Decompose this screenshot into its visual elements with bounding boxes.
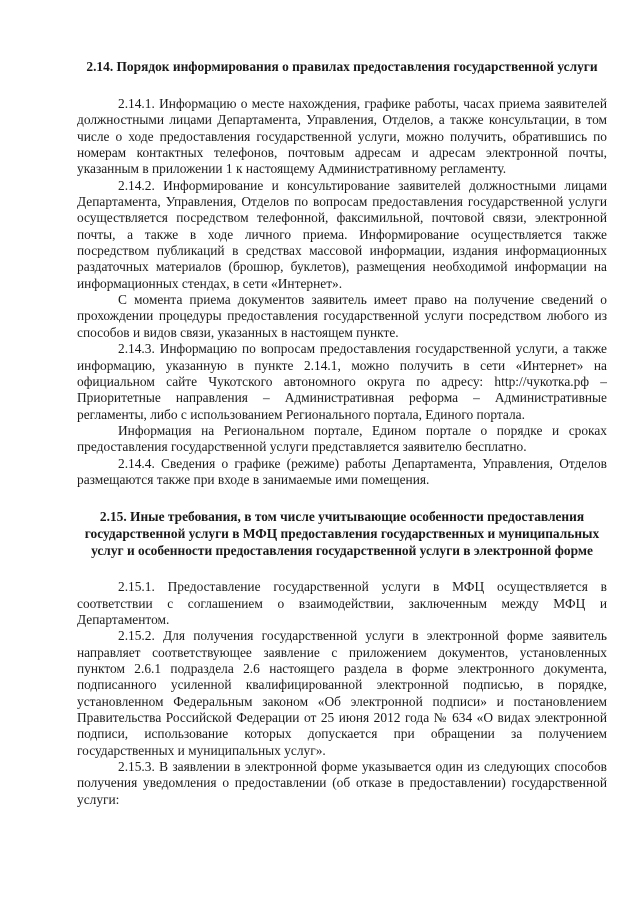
paragraph-2-14-1: 2.14.1. Информацию о месте нахождения, графике работы, часах приема заявителей должностными лицами Департамента, Управления, Отделов, а также консультации, в том числе о ходе предоставления государственной услуги, можно получить, обратившись по номерам контактных телефонов, почтовым адресам и адресам электронной почты, указанным в приложении 1 к настоящему Административному регламенту. xyxy=(77,96,607,177)
paragraph-2-15-2: 2.15.2. Для получения государственной услуги в электронной форме заявитель направляет соответствующее заявление с приложением документов, установленных пунктом 2.6.1 подраздела 2.6 настоящего раздела в форме электронного документа, подписанного усиленной квалифицированной электронной подписью, в порядке, установленном Федеральным законом «Об электронной подписи» и постановлением Правительства Российской Федерации от 25 июня 2012 года № 634 «О видах электронной подписи, использование которых допускается при обращении за получением государственных и муниципальных услуг». xyxy=(77,628,607,758)
paragraph-2-15-1: 2.15.1. Предоставление государственной услуги в МФЦ осуществляется в соответствии с соглашением о взаимодействии, заключенным между МФЦ и Департаментом. xyxy=(77,579,607,627)
section-2-14-body xyxy=(77,96,607,488)
paragraph-2-14-4: 2.14.4. Сведения о графике (режиме) работы Департамента, Управления, Отделов размещаются также при входе в занимаемые ими помещения. xyxy=(77,455,607,487)
paragraph-2-14-2: 2.14.2. Информирование и консультирование заявителей должностными лицами Департамента, Управления, Отделов по вопросам предоставления государственной услуги осуществляется посредством телефонной, факсимильной, почтовой связи, электронной почты, а также в ходе личного приема. Информирование осуществляется также посредством публикаций в средствах массовой информации, издания информационных раздаточных материалов (брошюр, буклетов), размещения необходимой информации на информационных стендах, в сети «Интернет». xyxy=(77,177,607,291)
paragraph-2-15-3: 2.15.3. В заявлении в электронной форме указывается один из следующих способов получения уведомления о предоставлении (об отказе в предоставлении) государственной услуги: xyxy=(77,759,607,807)
paragraph-2-14-3-continued: Информация на Региональном портале, Едином портале о порядке и сроках предоставления государственной услуги представляется заявителю бесплатно. xyxy=(77,422,607,455)
paragraph-2-14-3: 2.14.3. Информацию по вопросам предоставления государственной услуги, а также информацию, указанную в пункте 2.14.1, можно получить в сети «Интернет» на официальном сайте Чукотского автономного округа по адресу: http://чукотка.рф – Приоритетные направления – Административная реформа – Административные регламенты, либо с использованием Регионального портала, Единого портала. xyxy=(77,341,607,422)
section-heading-2-15: 2.15. Иные требования, в том числе учитывающие особенности предоставления государственной услуги в МФЦ предоставления государственных и муниципальных услуг и особенности предоставления государственной услуги в электронной форме xyxy=(84,509,600,559)
document-page xyxy=(77,58,607,808)
section-2-15-body xyxy=(77,579,607,808)
paragraph-2-14-2-continued: С момента приема документов заявитель имеет право на получение сведений о прохождении процедуры предоставления государственной услуги посредством любого из способов и видов связи, указанных в настоящем пункте. xyxy=(77,292,607,340)
section-heading-2-14: 2.14. Порядок информирования о правилах предоставления государственной услуги xyxy=(86,59,598,74)
